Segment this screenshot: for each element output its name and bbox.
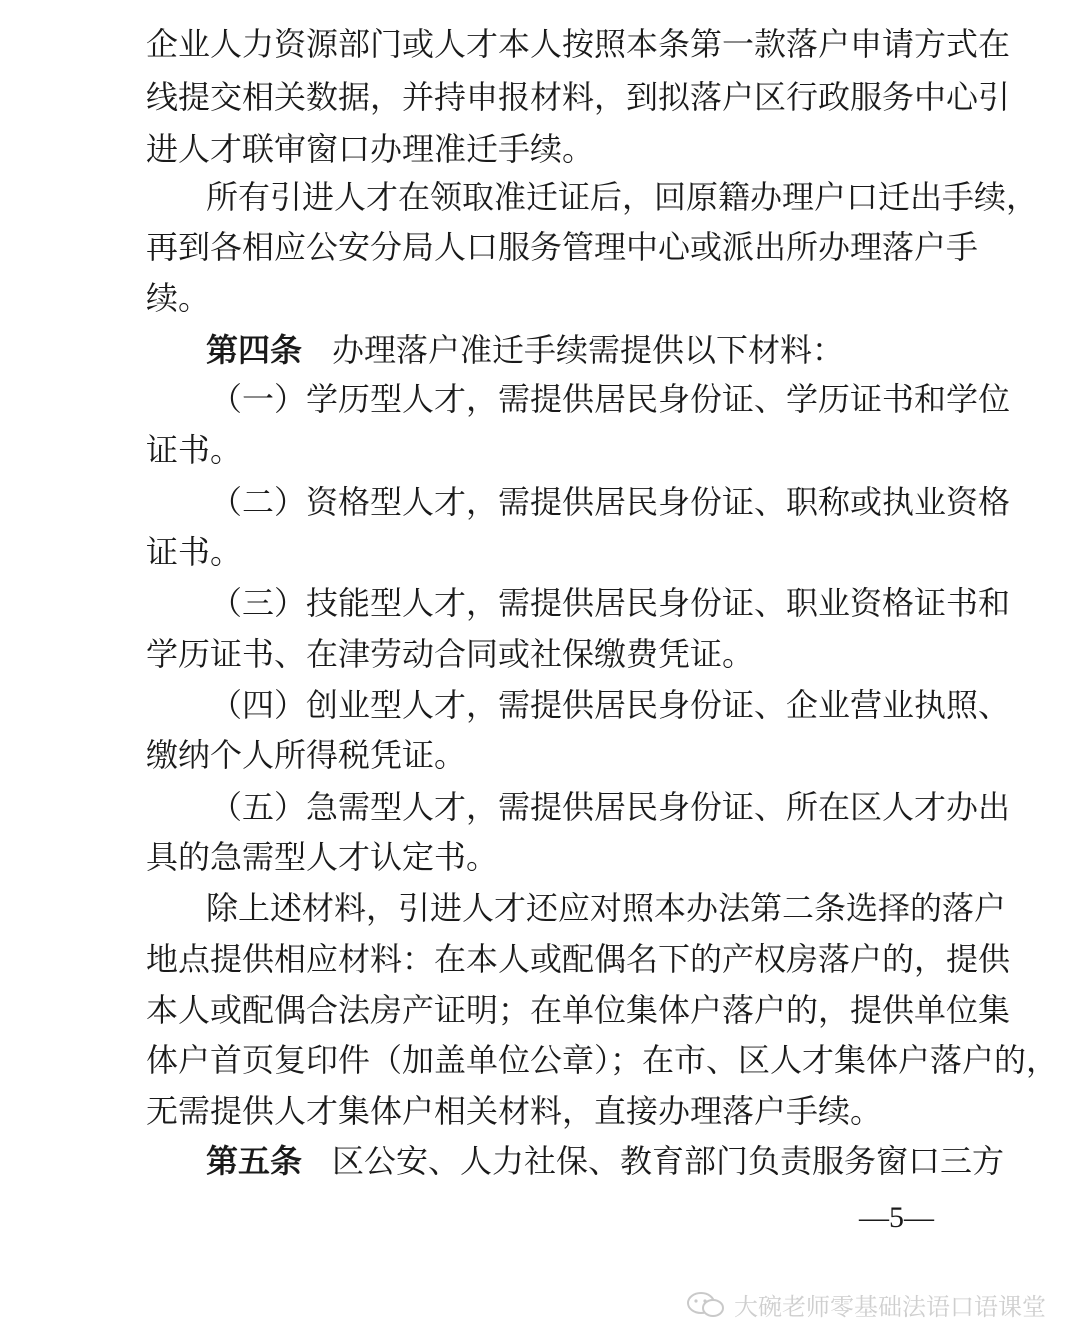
- paragraph-line: 地点提供相应材料：在本人或配偶名下的产权房落户的，提供: [146, 940, 1011, 978]
- list-item-line: （一）学历型人才，需提供居民身份证、学历证书和学位: [210, 380, 1011, 418]
- paragraph-line: 本人或配偶合法房产证明；在单位集体户落户的，提供单位集: [146, 991, 1011, 1029]
- paragraph-line: 再到各相应公安分局人口服务管理中心或派出所办理落户手: [146, 228, 979, 266]
- article-4-line: [206, 325, 946, 375]
- list-item-line: （五）急需型人才，需提供居民身份证、所在区人才办出: [210, 788, 1011, 826]
- list-item-line: 证书。: [146, 431, 243, 469]
- list-item-line: （四）创业型人才，需提供居民身份证、企业营业执照、: [210, 686, 1011, 724]
- article-5-heading: 第五条: [206, 1142, 303, 1180]
- list-item-line: 学历证书、在津劳动合同或社保缴费凭证。: [146, 635, 755, 673]
- article-4-heading: 第四条: [206, 331, 303, 369]
- list-item-line: （二）资格型人才，需提供居民身份证、职称或执业资格: [210, 483, 1011, 521]
- paragraph-line: 续。: [146, 279, 211, 317]
- page-number: —5—: [859, 1201, 934, 1234]
- article-5-text: 区公安、人力社保、教育部门负责服务窗口三方: [332, 1142, 1005, 1180]
- list-item-line: （三）技能型人才，需提供居民身份证、职业资格证书和: [210, 584, 1011, 622]
- watermark-text: 大碗老师零基础法语口语课堂: [734, 1293, 1046, 1321]
- article-5-line: [206, 1136, 1005, 1186]
- article-4-text: 办理落户准迁手续需提供以下材料：: [332, 331, 845, 369]
- paragraph-line: 无需提供人才集体户相关材料，直接办理落户手续。: [146, 1092, 883, 1130]
- paragraph-line: 线提交相关数据，并持申报材料，到拟落户区行政服务中心引: [146, 78, 1011, 116]
- paragraph-line: 体户首页复印件（加盖单位公章）；在市、区人才集体户落户的，: [146, 1041, 1059, 1079]
- paragraph-line: 企业人力资源部门或人才本人按照本条第一款落户申请方式在: [146, 25, 1011, 63]
- paragraph-line: 除上述材料，引进人才还应对照本办法第二条选择的落户: [206, 889, 1007, 927]
- paragraph-line: 进人才联审窗口办理准迁手续。: [146, 130, 595, 168]
- paragraph-line: 所有引进人才在领取准迁证后，回原籍办理户口迁出手续，: [206, 178, 1039, 216]
- wechat-icon: [686, 1290, 726, 1320]
- list-item-line: 证书。: [146, 533, 243, 571]
- list-item-line: 缴纳个人所得税凭证。: [146, 736, 467, 774]
- list-item-line: 具的急需型人才认定书。: [146, 838, 499, 876]
- watermark: [686, 1287, 1046, 1322]
